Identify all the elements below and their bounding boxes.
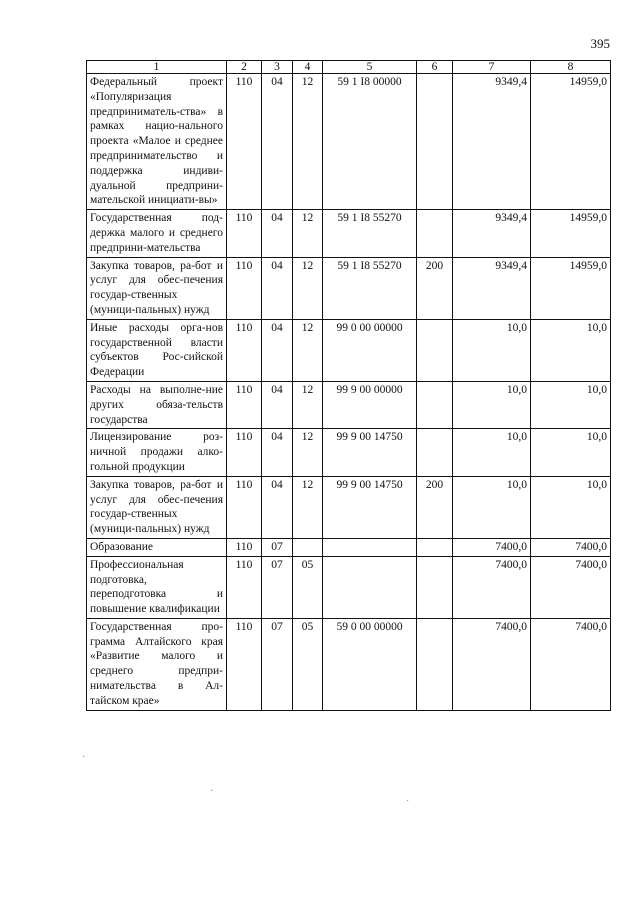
column-header: 8 xyxy=(531,61,611,74)
row-name: Образование xyxy=(87,538,227,556)
row-sum-2: 7400,0 xyxy=(531,556,611,618)
row-section: 04 xyxy=(262,257,293,319)
row-ministry-code: 110 xyxy=(227,210,262,257)
table-row xyxy=(87,319,611,381)
column-header: 1 xyxy=(87,61,227,74)
row-section: 04 xyxy=(262,476,293,538)
row-sum-2: 14959,0 xyxy=(531,257,611,319)
scan-speck: · xyxy=(406,796,410,807)
row-name: Государственная про-грамма Алтайского края «Развитие малого и среднего предпри-нимательства в Ал-тайском крае» xyxy=(87,618,227,710)
row-sum-1: 10,0 xyxy=(453,381,531,428)
row-sum-1: 7400,0 xyxy=(453,538,531,556)
row-sum-2: 10,0 xyxy=(531,429,611,476)
column-header: 6 xyxy=(417,61,453,74)
table-body xyxy=(87,74,611,711)
row-sum-2: 14959,0 xyxy=(531,210,611,257)
table-row xyxy=(87,476,611,538)
table-row xyxy=(87,538,611,556)
table-row xyxy=(87,618,611,710)
row-target-article: 99 0 00 00000 xyxy=(323,319,417,381)
row-subsection: 12 xyxy=(293,381,323,428)
row-sum-2: 10,0 xyxy=(531,381,611,428)
row-expense-type xyxy=(417,319,453,381)
row-ministry-code: 110 xyxy=(227,618,262,710)
table-row xyxy=(87,210,611,257)
row-target-article xyxy=(323,538,417,556)
row-expense-type xyxy=(417,210,453,257)
row-name: Расходы на выполне-ние других обяза-тельств государства xyxy=(87,381,227,428)
row-sum-1: 9349,4 xyxy=(453,74,531,210)
table-row xyxy=(87,74,611,210)
column-header: 5 xyxy=(323,61,417,74)
row-subsection: 12 xyxy=(293,319,323,381)
row-ministry-code: 110 xyxy=(227,74,262,210)
row-target-article: 59 1 I8 55270 xyxy=(323,210,417,257)
row-sum-1: 9349,4 xyxy=(453,257,531,319)
row-subsection xyxy=(293,538,323,556)
table-row xyxy=(87,381,611,428)
row-name: Государственная под-держка малого и среднего предприни-мательства xyxy=(87,210,227,257)
row-name: Закупка товаров, ра-бот и услуг для обес-печения государ-ственных (муници-пальных) нужд xyxy=(87,257,227,319)
header-row xyxy=(87,61,611,74)
row-target-article: 99 9 00 14750 xyxy=(323,476,417,538)
row-expense-type: 200 xyxy=(417,257,453,319)
row-sum-1: 10,0 xyxy=(453,319,531,381)
row-target-article xyxy=(323,556,417,618)
row-expense-type xyxy=(417,381,453,428)
row-section: 07 xyxy=(262,556,293,618)
row-expense-type xyxy=(417,429,453,476)
row-subsection: 12 xyxy=(293,476,323,538)
column-header: 4 xyxy=(293,61,323,74)
row-subsection: 12 xyxy=(293,74,323,210)
row-section: 07 xyxy=(262,538,293,556)
row-section: 04 xyxy=(262,381,293,428)
row-subsection: 12 xyxy=(293,429,323,476)
row-name: Профессиональная подготовка, переподготовка и повышение квалификации xyxy=(87,556,227,618)
row-expense-type: 200 xyxy=(417,476,453,538)
row-expense-type xyxy=(417,618,453,710)
row-section: 04 xyxy=(262,319,293,381)
row-sum-1: 7400,0 xyxy=(453,556,531,618)
row-target-article: 59 1 I8 55270 xyxy=(323,257,417,319)
column-header: 2 xyxy=(227,61,262,74)
table-row xyxy=(87,556,611,618)
scan-speck: · xyxy=(82,752,86,763)
row-sum-1: 10,0 xyxy=(453,476,531,538)
row-sum-1: 9349,4 xyxy=(453,210,531,257)
row-target-article: 99 9 00 14750 xyxy=(323,429,417,476)
budget-table xyxy=(86,60,611,711)
row-section: 04 xyxy=(262,210,293,257)
row-section: 07 xyxy=(262,618,293,710)
row-subsection: 12 xyxy=(293,257,323,319)
row-ministry-code: 110 xyxy=(227,319,262,381)
row-ministry-code: 110 xyxy=(227,381,262,428)
row-sum-2: 7400,0 xyxy=(531,538,611,556)
row-ministry-code: 110 xyxy=(227,538,262,556)
row-expense-type xyxy=(417,538,453,556)
row-sum-1: 7400,0 xyxy=(453,618,531,710)
column-header: 7 xyxy=(453,61,531,74)
table-row xyxy=(87,257,611,319)
scan-speck: · xyxy=(210,786,214,797)
row-target-article: 99 9 00 00000 xyxy=(323,381,417,428)
row-target-article: 59 1 I8 00000 xyxy=(323,74,417,210)
row-section: 04 xyxy=(262,74,293,210)
row-sum-2: 10,0 xyxy=(531,476,611,538)
row-sum-1: 10,0 xyxy=(453,429,531,476)
row-subsection: 05 xyxy=(293,618,323,710)
page-number: 395 xyxy=(590,36,610,51)
row-section: 04 xyxy=(262,429,293,476)
row-sum-2: 7400,0 xyxy=(531,618,611,710)
row-sum-2: 10,0 xyxy=(531,319,611,381)
row-name: Иные расходы орга-нов государственной власти субъектов Рос-сийской Федерации xyxy=(87,319,227,381)
row-ministry-code: 110 xyxy=(227,556,262,618)
row-target-article: 59 0 00 00000 xyxy=(323,618,417,710)
row-subsection: 05 xyxy=(293,556,323,618)
row-name: Закупка товаров, ра-бот и услуг для обес-печения государ-ственных (муници-пальных) нужд xyxy=(87,476,227,538)
row-name: Лицензирование роз-ничной продажи алко-гольной продукции xyxy=(87,429,227,476)
table-row xyxy=(87,429,611,476)
row-expense-type xyxy=(417,74,453,210)
row-ministry-code: 110 xyxy=(227,257,262,319)
row-ministry-code: 110 xyxy=(227,429,262,476)
row-subsection: 12 xyxy=(293,210,323,257)
row-ministry-code: 110 xyxy=(227,476,262,538)
column-header: 3 xyxy=(262,61,293,74)
row-expense-type xyxy=(417,556,453,618)
row-sum-2: 14959,0 xyxy=(531,74,611,210)
row-name: Федеральный проект «Популяризация предприниматель-ства» в рамках нацио-нального проекта «Малое и среднее предпринимательство и поддержка индиви-дуальной предприни-мательской инициати-вы» xyxy=(87,74,227,210)
